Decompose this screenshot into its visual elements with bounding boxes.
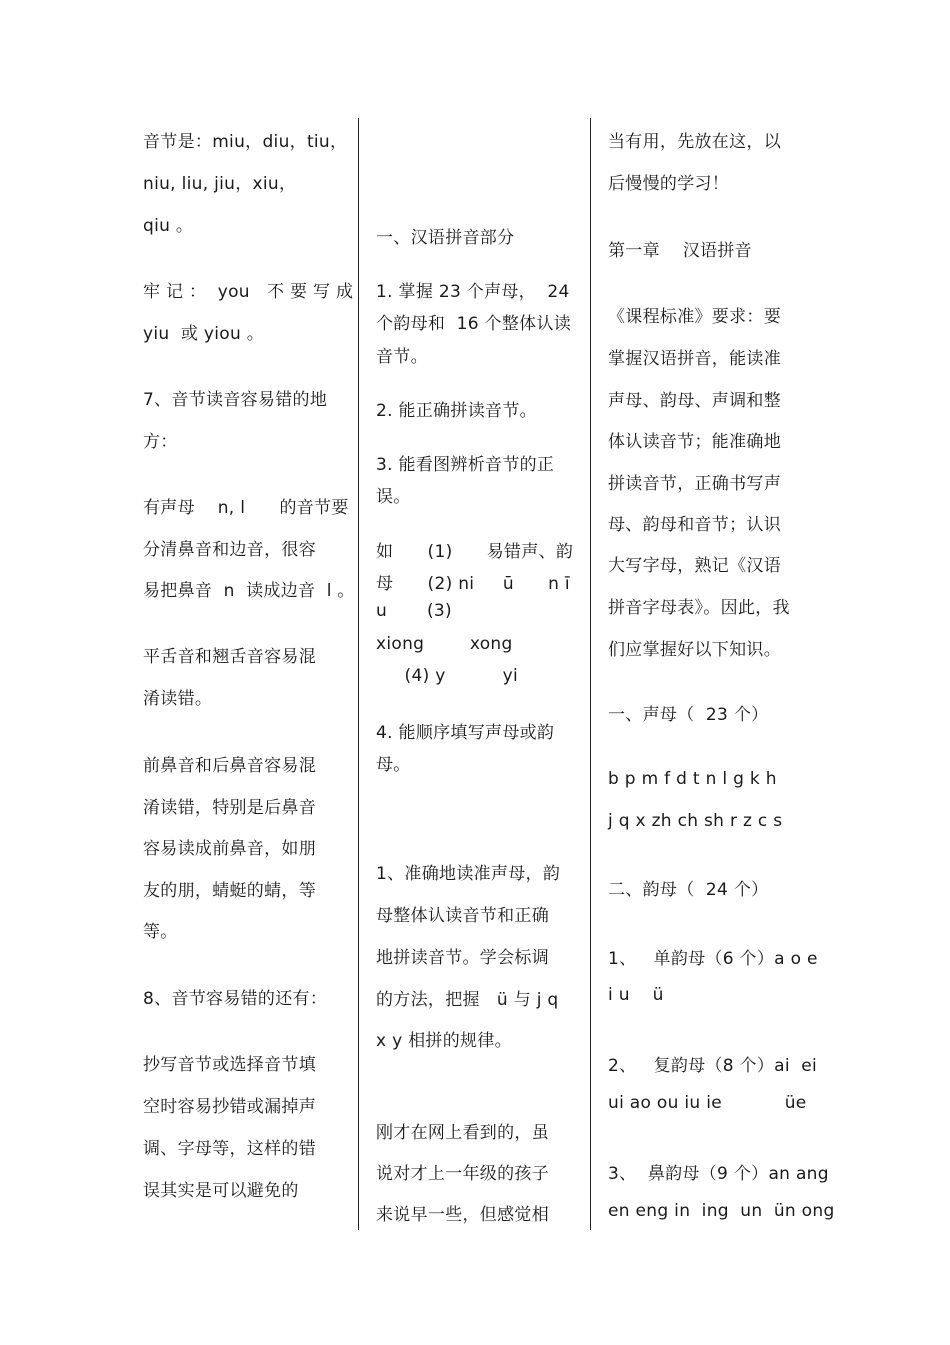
text-line: 们应掌握好以下知识。 — [608, 640, 781, 660]
text-line: 有声母 n, l 的音节要 — [143, 498, 349, 518]
text-line: 地拼读音节。学会标调 — [376, 948, 549, 968]
text-line: 牢 记 ： you 不 要 写 成 — [143, 282, 354, 302]
text-line: niu, liu, jiu，xiu， — [143, 174, 297, 194]
text-line: x y 相拼的规律。 — [376, 1031, 512, 1051]
column-divider-2 — [590, 118, 591, 1230]
text-line: 如 (1) 易错声、韵 — [376, 542, 574, 562]
text-line: qiu 。 — [143, 216, 194, 236]
text-line: j q x zh ch sh r z c s — [608, 811, 783, 831]
text-line: 7、音节读音容易错的地 — [143, 390, 328, 410]
text-line: 1、准确地读准声母，韵 — [376, 864, 561, 884]
text-line: 母整体认读音节和正确 — [376, 906, 549, 926]
text-line: 当有用，先放在这，以 — [608, 132, 781, 152]
text-line: 母、韵母和音节；认识 — [608, 515, 781, 535]
text-line: 等。 — [143, 922, 178, 942]
text-line: xiong xong — [376, 634, 513, 654]
text-line: 易把鼻音 n 读成边音 l 。 — [143, 581, 355, 601]
text-line: 3. 能看图辨析音节的正 — [376, 455, 555, 475]
text-line: 2、 复韵母（8 个）ai ei — [608, 1056, 818, 1076]
text-line: yiu 或 yiou 。 — [143, 324, 265, 344]
text-line: 方： — [143, 432, 178, 452]
text-line: (4) y yi — [376, 666, 518, 686]
text-line: 3、 鼻韵母（9 个）an ang — [608, 1164, 829, 1184]
text-line: 8、音节容易错的还有： — [143, 989, 328, 1009]
text-line: ui ao ou iu ie üe — [608, 1093, 807, 1113]
text-line: 1. 掌握 23 个声母， 24 — [376, 282, 570, 302]
text-line: 说对才上一年级的孩子 — [376, 1164, 549, 1184]
text-line: 声母、韵母、声调和整 — [608, 391, 781, 411]
text-line: 体认读音节；能准确地 — [608, 432, 781, 452]
text-line: 前鼻音和后鼻音容易混 — [143, 756, 316, 776]
text-line: 2. 能正确拼读音节。 — [376, 401, 537, 421]
text-line: 《课程标准》要求：要 — [608, 307, 781, 327]
text-line: i u ü — [608, 985, 664, 1005]
text-line: b p m f d t n l g k h — [608, 769, 777, 789]
column-divider-1 — [358, 118, 359, 1230]
text-line: 母。 — [376, 755, 411, 775]
text-line: 二、韵母（ 24 个） — [608, 880, 769, 900]
text-line: 友的朋，蜻蜓的蜻，等 — [143, 881, 316, 901]
text-line: en eng in ing un ün ong — [608, 1201, 835, 1221]
text-line: 抄写音节或选择音节填 — [143, 1055, 316, 1075]
text-line: 一、汉语拼音部分 — [376, 228, 515, 248]
text-line: 音节是：miu，diu，tiu， — [143, 132, 348, 152]
text-line: 第一章 汉语拼音 — [608, 241, 752, 261]
text-line: 误。 — [376, 487, 411, 507]
text-line: 平舌音和翘舌音容易混 — [143, 647, 316, 667]
text-line: 后慢慢的学习！ — [608, 174, 730, 194]
text-line: 1、 单韵母（6 个）a o e — [608, 949, 818, 969]
text-line: 分清鼻音和边音，很容 — [143, 540, 316, 560]
text-line: 拼读音节，正确书写声 — [608, 474, 781, 494]
text-line: 淆读错。 — [143, 689, 213, 709]
text-line: 掌握汉语拼音，能读准 — [608, 349, 781, 369]
text-line: 容易读成前鼻音，如朋 — [143, 839, 316, 859]
text-line: 4. 能顺序填写声母或韵 — [376, 723, 555, 743]
text-line: 母 (2) ni ū n ī — [376, 574, 570, 594]
text-line: 拼音字母表》。因此，我 — [608, 598, 790, 618]
text-line: u (3) — [376, 601, 452, 621]
text-line: 刚才在网上看到的，虽 — [376, 1123, 549, 1143]
text-line: 大写字母，熟记《汉语 — [608, 556, 781, 576]
text-line: 的方法，把握 ü 与 j q — [376, 990, 559, 1010]
text-line: 调、字母等，这样的错 — [143, 1139, 316, 1159]
text-line: 淆读错，特别是后鼻音 — [143, 798, 316, 818]
text-line: 个韵母和 16 个整体认读 — [376, 314, 572, 334]
text-line: 误其实是可以避免的 — [143, 1181, 299, 1201]
text-line: 来说早一些，但感觉相 — [376, 1205, 549, 1225]
text-line: 音节。 — [376, 347, 428, 367]
text-line: 空时容易抄错或漏掉声 — [143, 1097, 316, 1117]
text-line: 一、声母（ 23 个） — [608, 705, 769, 725]
